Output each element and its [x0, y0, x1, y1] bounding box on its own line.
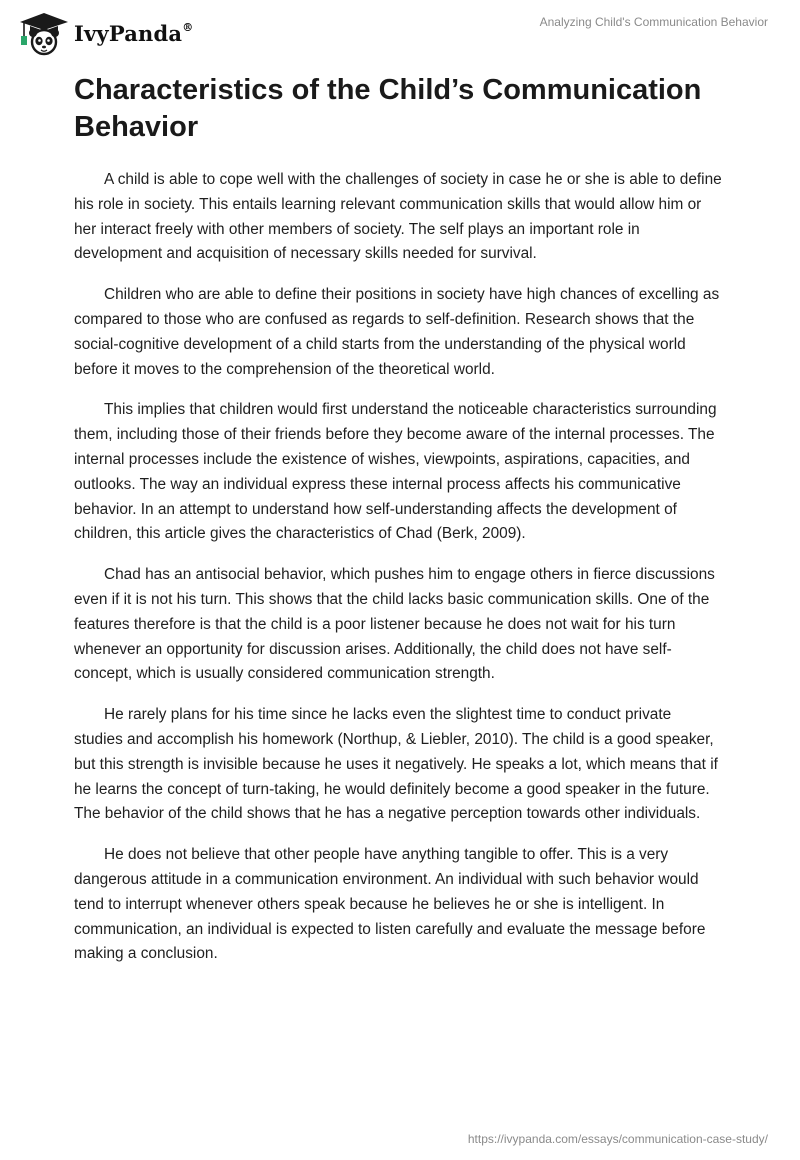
registered-mark: ®: [182, 20, 194, 34]
article-body: [74, 72, 724, 983]
paragraph-3: This implies that children would first understand the noticeable characteristics surrounding them, including those of their friends before they become aware of the internal processes. The internal processes include the existence of wishes, viewpoints, aspirations, capacities, and outlooks. The way an individual express these internal process affects his communicative behavior. In an attempt to understand how self-understanding affects the development of children, this article gives the characteristics of Chad (Berk, 2009).: [74, 401, 717, 543]
paragraph-1: A child is able to cope well with the challenges of society in case he or she is able to define his role in society. This entails learning relevant communication skills that would allow him or her interact freely with other members of society. The self plays an important role in development and acquisition of necessary skills needed for survival.: [74, 171, 722, 263]
source-url-link[interactable]: https://ivypanda.com/essays/communication-case-study/: [467, 1132, 768, 1146]
paragraph-5: He rarely plans for his time since he lacks even the slightest time to conduct private studies and accomplish his homework (Northup, & Liebler, 2010). The child is a good speaker, but this strength is invisible because he uses it negatively. He speaks a lot, which means that if he learns the concept of turn-taking, he would definitely become a good speaker in the future. The behavior of the child shows that he has a negative perception towards other individuals.: [74, 706, 718, 823]
article-title: Characteristics of the Child’s Communication Behavior: [74, 74, 702, 143]
paragraph-2: Children who are able to define their positions in society have high chances of excelling as compared to those who are confused as regards to self-definition. Research shows that the social-cognitive development of a child starts from the understanding of the physical world before it moves to the comprehension of the theoretical world.: [74, 286, 720, 378]
brand-name: IvyPanda®: [74, 20, 194, 46]
paragraph-6: He does not believe that other people have anything tangible to offer. This is a very dangerous attitude in a communication environment. An individual with such behavior would tend to interrupt whenever others speak because he believes he or she is intelligent. In communication, an individual is expected to listen carefully and evaluate the message before making a conclusion.: [74, 846, 706, 963]
page-header: [0, 0, 800, 70]
paragraph-4: Chad has an antisocial behavior, which pushes him to engage others in fierce discussions even if it is not his turn. This shows that the child lacks basic communication skills. One of the features therefore is that the child is a poor listener because he does not wait for his turn whenever an opportunity for discussion arises. Additionally, the child does not have self-concept, which is usually considered communication strength.: [74, 566, 715, 683]
document-reference: Analyzing Child's Communication Behavior: [539, 15, 768, 29]
panda-graduation-cap-icon: [14, 10, 70, 56]
ivypanda-logo[interactable]: [14, 10, 193, 56]
